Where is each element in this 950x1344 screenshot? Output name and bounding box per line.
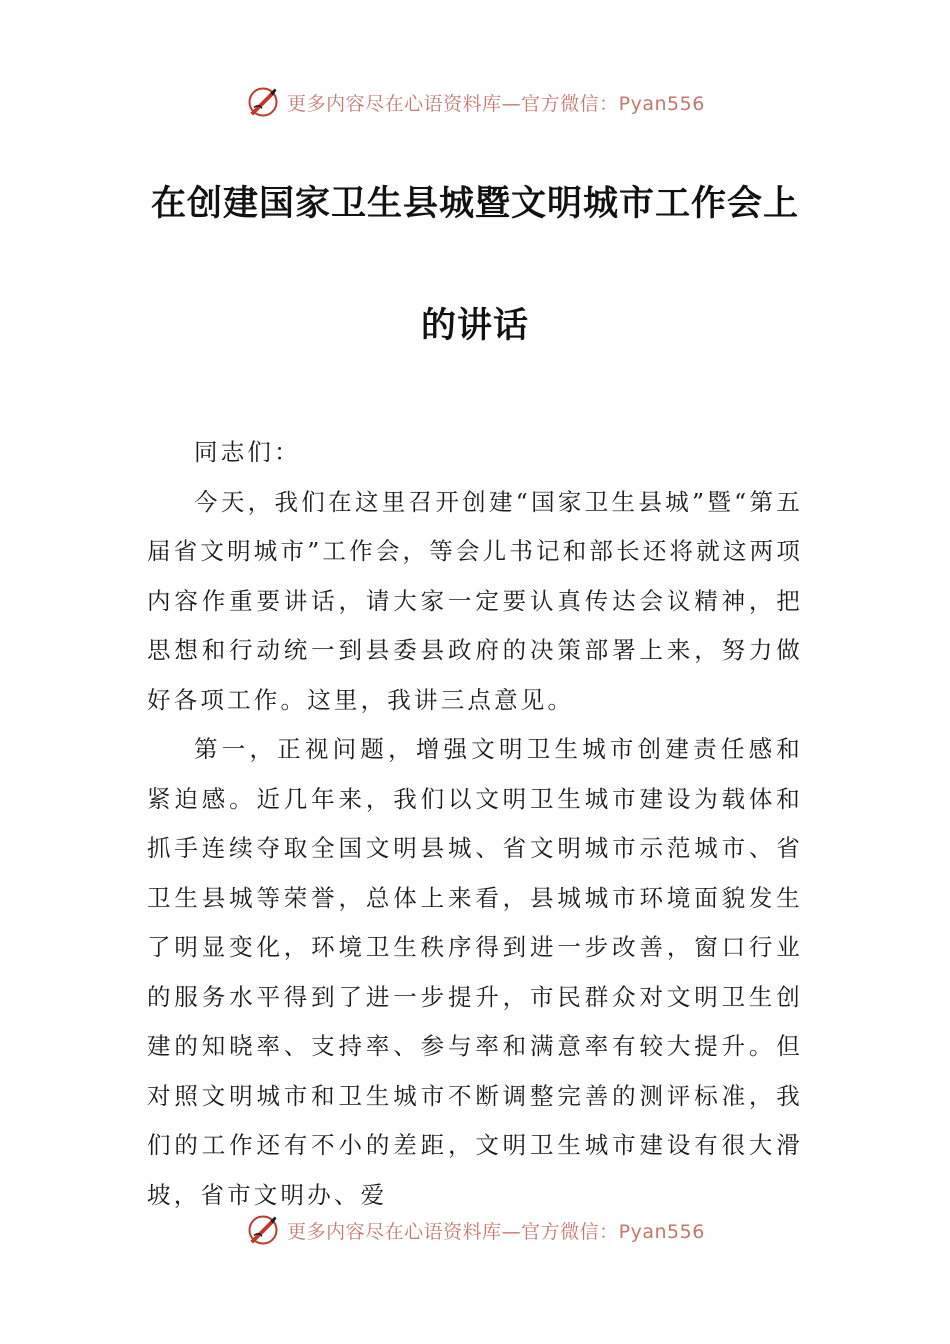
watermark-text: 更多内容尽在心语资料库—官方微信：Pyan556 bbox=[287, 1220, 705, 1243]
watermark-text: 更多内容尽在心语资料库—官方微信：Pyan556 bbox=[287, 92, 705, 115]
header-watermark bbox=[0, 82, 950, 122]
pen-logo-icon bbox=[245, 84, 281, 120]
paragraph-2: 第一，正视问题，增强文明卫生城市创建责任感和紧迫感。近几年来，我们以文明卫生城市建设为载体和抓手连续夺取全国文明县城、省文明城市示范城市、省卫生县城等荣誉，总体上来看，县城城市环境面貌发生了明显变化，环境卫生秩序得到进一步改善，窗口行业的服务水平得到了进一步提升，市民群众对文明卫生创建的知晓率、支持率、参与率和满意率有较大提升。但对照文明城市和卫生城市不断调整完善的测评标准，我们的工作还有不小的差距，文明卫生城市建设有很大滑坡，省市文明办、爱 bbox=[147, 735, 803, 1209]
speech-body bbox=[147, 428, 803, 1220]
pen-logo-icon bbox=[245, 1212, 281, 1248]
paragraph-1: 今天，我们在这里召开创建“国家卫生县城”暨“第五届省文明城市”工作会，等会儿书记和部长还将就这两项内容作重要讲话，请大家一定要认真传达会议精神，把思想和行动统一到县委县政府的决策部署上来，努力做好各项工作。这里，我讲三点意见。 bbox=[147, 487, 804, 714]
salutation: 同志们： bbox=[194, 438, 301, 466]
document-title-line-1: 在创建国家卫生县城暨文明城市工作会上 bbox=[150, 184, 799, 224]
footer-watermark bbox=[0, 1210, 950, 1250]
document-title-line-2: 的讲话 bbox=[420, 306, 529, 346]
